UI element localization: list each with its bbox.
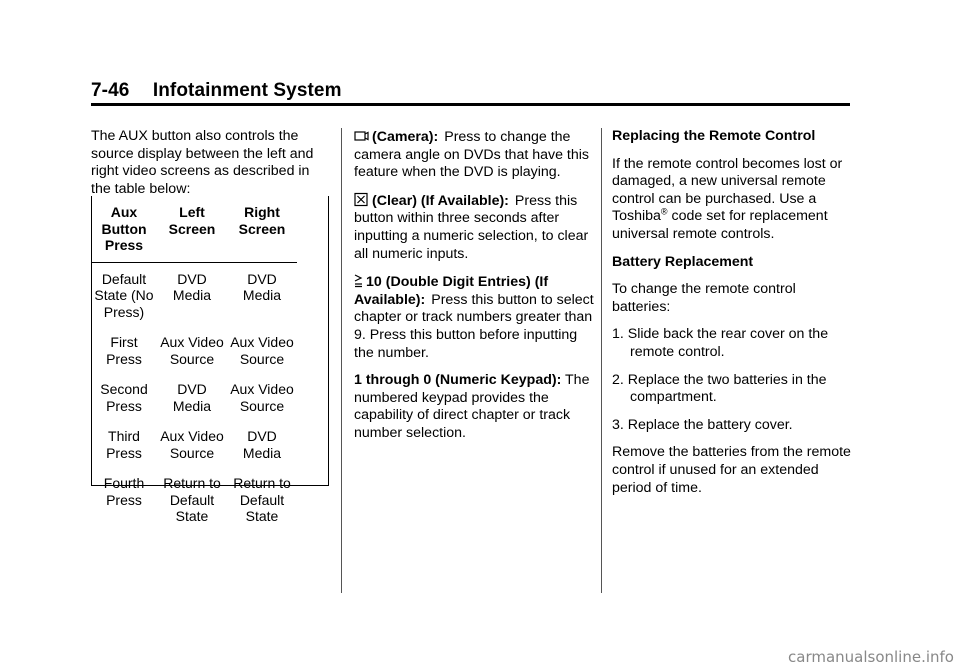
table-cell: Aux Video Source xyxy=(230,381,294,414)
table-cell: Aux Video Source xyxy=(160,428,224,461)
battery-intro: To change the remote control batteries: xyxy=(612,281,796,315)
column-divider-1 xyxy=(341,128,342,593)
list-item: 3. Replace the battery cover. xyxy=(612,416,793,433)
header-rule xyxy=(91,103,850,106)
table-cell: Aux Video Source xyxy=(160,334,224,367)
double-digit-text: Press this button to select chapter or track numbers greater than 9. Press this button before inputting the number. xyxy=(354,291,594,361)
list-item: 2. Replace the two batteries in the compartment. xyxy=(612,371,827,406)
replace-paragraph xyxy=(612,156,852,244)
section-title: Infotainment System xyxy=(152,80,342,101)
replace-text-a: If the remote control becomes lost or damaged, a new universal remote control can be purchased. Use a Toshiba xyxy=(612,155,843,225)
table-cell: DVD Media xyxy=(172,381,212,414)
watermark: carmanualsonline.info xyxy=(788,648,954,666)
camera-term: (Camera): xyxy=(372,129,439,145)
column-2 xyxy=(354,128,594,453)
clear-x-icon xyxy=(354,192,369,207)
battery-heading: Battery Replacement xyxy=(612,253,754,270)
clear-entry xyxy=(354,192,594,263)
table-row xyxy=(91,420,297,467)
table-row xyxy=(91,373,297,420)
double-digit-entry xyxy=(354,273,594,362)
table-row xyxy=(91,467,297,531)
page-header xyxy=(91,80,342,102)
table-header: Right Screen xyxy=(238,204,286,237)
table-cell: DVD Media xyxy=(242,270,282,303)
replace-text-b: code set for replacement universal remote controls. xyxy=(612,208,828,242)
table-cell: Third Press xyxy=(106,428,142,461)
table-cell: Return to Default State xyxy=(233,475,291,524)
aux-source-table xyxy=(91,198,297,531)
double-digit-term: 10 (Double Digit Entries) (If Available): xyxy=(354,274,549,308)
clear-text: Press this button within three seconds after inputting a numeric selection, to clear all numeric inputs. xyxy=(354,192,589,262)
table-cell: Second Press xyxy=(100,381,148,414)
battery-steps xyxy=(612,326,852,434)
table-cell: First Press xyxy=(106,334,142,367)
table-cell: DVD Media xyxy=(172,270,212,303)
registered-mark: ® xyxy=(660,206,668,217)
page-number: 7-46 xyxy=(91,80,130,101)
list-item: 1. Slide back the rear cover on the remote control. xyxy=(612,326,829,360)
table-row xyxy=(91,326,297,373)
table-row xyxy=(91,262,297,326)
battery-closing: Remove the batteries from the remote control if unused for an extended period of time. xyxy=(612,444,851,496)
keypad-entry xyxy=(354,372,594,442)
camera-entry xyxy=(354,128,594,182)
column-divider-2 xyxy=(601,128,602,593)
column-3 xyxy=(612,128,852,507)
aux-intro: The AUX button also controls the source display between the left and right video screens as described in the table below: xyxy=(91,128,314,197)
table-cell: Return to Default State xyxy=(163,475,221,524)
double-digit-icon xyxy=(354,273,363,288)
table-header: Left Screen xyxy=(168,204,216,237)
table-header: Aux Button Press xyxy=(101,204,147,253)
table-cell: Aux Video Source xyxy=(230,334,294,367)
table-header-row xyxy=(91,198,297,262)
replace-heading: Replacing the Remote Control xyxy=(612,128,816,144)
keypad-term: 1 through 0 (Numeric Keypad): xyxy=(354,372,562,389)
column-1 xyxy=(91,128,331,208)
keypad-text: The numbered keypad provides the capability of direct chapter or track number selection. xyxy=(354,372,590,441)
table-cell: DVD Media xyxy=(242,428,282,461)
clear-term: (Clear) (If Available): xyxy=(372,192,509,209)
table-cell: Fourth Press xyxy=(103,475,145,508)
table-cell: Default State (No Press) xyxy=(94,270,154,320)
camera-icon xyxy=(354,128,369,143)
camera-text: Press to change the camera angle on DVDs that have this feature when the DVD is playing. xyxy=(354,129,590,181)
